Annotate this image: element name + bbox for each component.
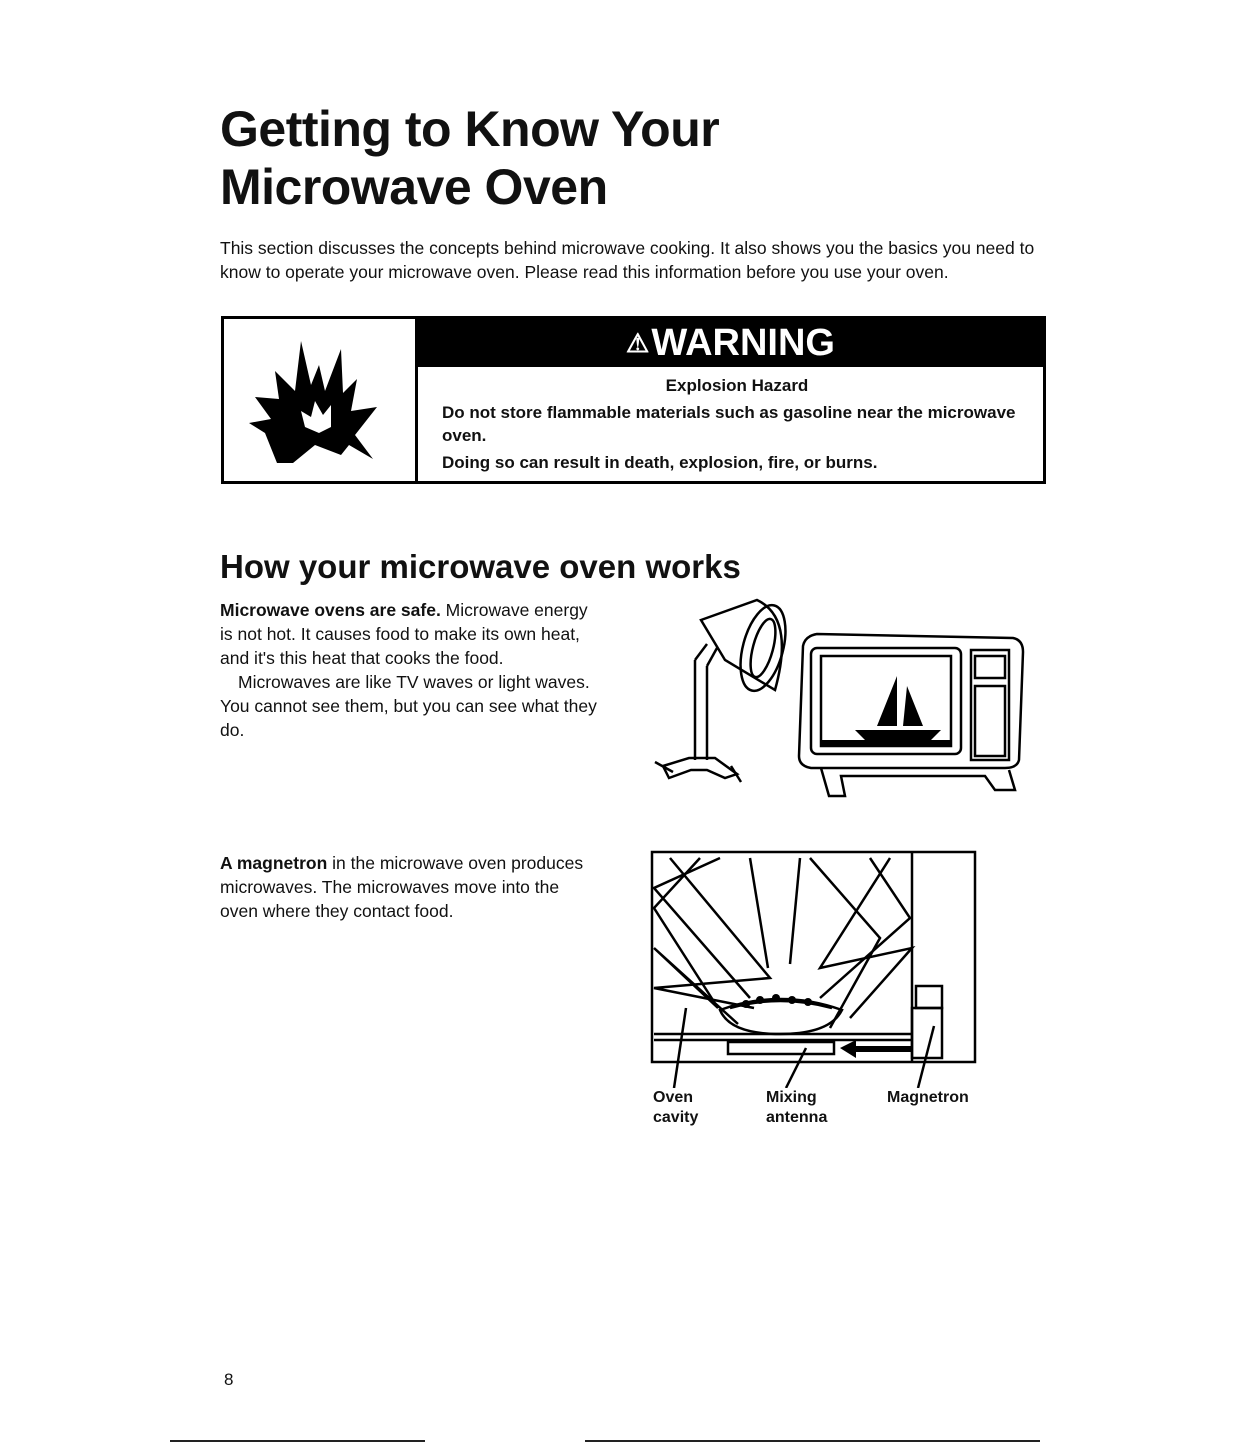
warning-line-2: Doing so can result in death, explosion, fire, or burns.	[442, 453, 878, 472]
magnetron-lead: A magnetron	[220, 853, 328, 873]
oven-cavity-label-1: Oven	[653, 1089, 694, 1106]
mixing-antenna-label-1: Mixing	[766, 1089, 817, 1106]
page-number: 8	[224, 1370, 234, 1389]
warning-label: WARNING	[651, 321, 835, 364]
explosion-icon	[245, 335, 395, 470]
warning-line-1: Do not store flammable materials such as gasoline near the microwave oven.	[442, 403, 1016, 445]
title-line-1: Getting to Know Your	[220, 101, 720, 157]
warning-text	[442, 374, 1032, 474]
mixing-antenna-label-2: antenna	[766, 1109, 828, 1126]
safety-lead: Microwave ovens are safe.	[220, 600, 441, 620]
lamp-tv-illustration	[645, 590, 1025, 802]
waves-text: Microwaves are like TV waves or light waves. You cannot see them, but you can see what they do.	[220, 672, 597, 740]
safety-text: Microwave energy is not hot. It causes food to make its own heat, and it's this heat that cooks the food.	[220, 600, 588, 668]
safety-paragraph	[220, 598, 600, 742]
footer-rule-left	[170, 1440, 425, 1442]
warning-hazard: Explosion Hazard	[665, 376, 809, 395]
warning-banner	[418, 319, 1043, 367]
oven-cavity-label-2: cavity	[653, 1109, 699, 1126]
magnetron-text: in the microwave oven produces microwaves. The microwaves move into the oven where they contact food.	[220, 853, 584, 921]
magnetron-paragraph	[220, 851, 600, 923]
footer-rule-right	[585, 1440, 1040, 1442]
magnetron-label: Magnetron	[887, 1089, 969, 1106]
oven-cavity-label	[653, 1088, 698, 1128]
intro-paragraph: This section discusses the concepts behind microwave cooking. It also shows you the basics you need to know to operate your microwave oven. Please read this information before you use your oven.	[220, 238, 1035, 282]
page-title	[220, 100, 719, 216]
title-line-2: Microwave Oven	[220, 159, 608, 215]
microwave-cavity-diagram	[650, 848, 980, 1088]
warning-triangle-icon: ⚠	[626, 327, 650, 358]
mixing-antenna-label	[766, 1088, 827, 1128]
section-heading: How your microwave oven works	[220, 548, 741, 585]
